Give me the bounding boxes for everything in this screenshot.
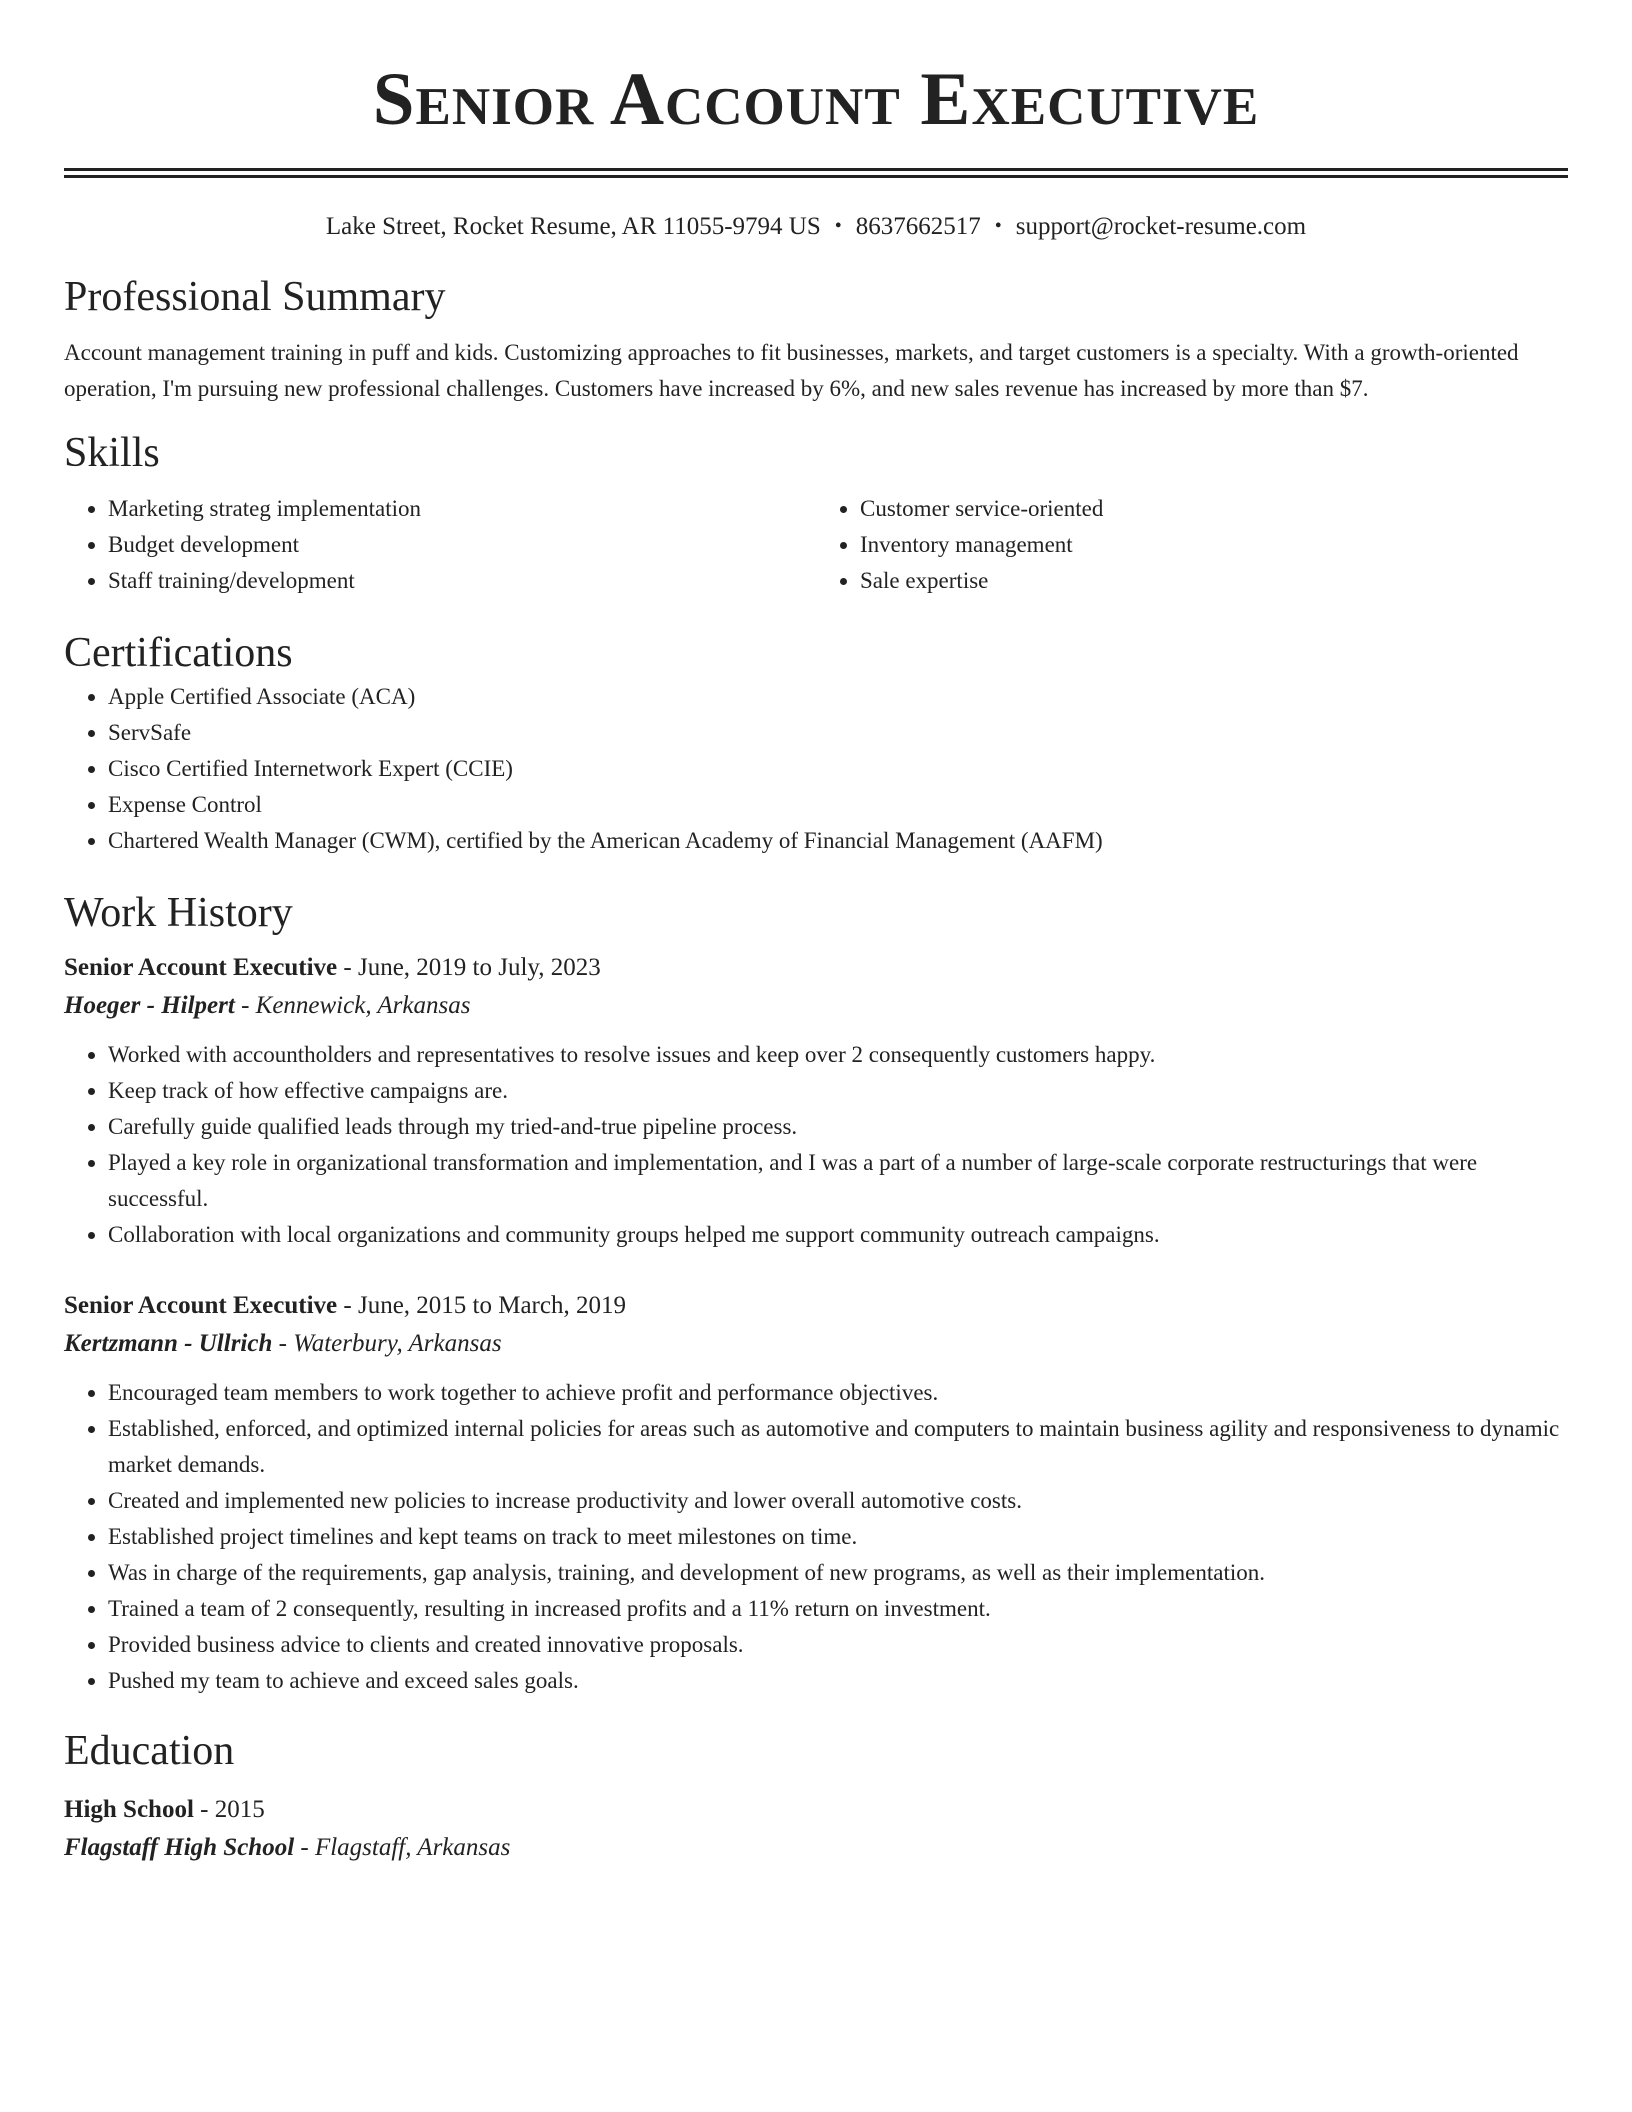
job-title: Senior Account Executive [64,954,338,981]
education-section [64,1725,1568,1867]
section-heading-work-history: Work History [64,890,293,936]
job-title-line [64,1287,1568,1325]
job-bullets [64,1375,1568,1699]
certification-item: • Chartered Wealth Manager (CWM), certified by the American Academy of Financial Management (AAFM) [108,823,1568,859]
job-bullet: • Trained a team of 2 consequently, resulting in increased profits and a 11% return on investment. [108,1591,1568,1627]
job-bullet: • Collaboration with local organizations and community groups helped me support community outreach campaigns. [108,1217,1568,1253]
contact-line [64,210,1568,243]
job-dates: - June, 2019 to July, 2023 [337,954,601,981]
section-heading-skills: Skills [64,430,160,476]
education-school-line [64,1829,1568,1867]
job-bullet: • Was in charge of the requirements, gap analysis, training, and development of new programs, as well as their implementation. [108,1555,1568,1591]
section-heading-education: Education [64,1728,235,1774]
skill-item: • Budget development [108,527,816,563]
certifications-section [64,627,1568,859]
resume-title: Senior Account Executive [372,58,1260,141]
skill-item: • Marketing strateg implementation [108,491,816,527]
job-title: Senior Account Executive [64,1292,338,1319]
education-location: - Flagstaff, Arkansas [294,1834,511,1861]
work-history-section [64,887,1568,1699]
job-company-line [64,1325,1568,1363]
certification-item: • ServSafe [108,715,1568,751]
skill-item: • Sale expertise [860,563,1568,599]
education-school: Flagstaff High School [64,1834,295,1861]
job-company: Kertzmann - Ullrich [64,1330,273,1357]
skills-column-left [64,491,816,599]
skills-list-right [816,491,1568,599]
job-company-line [64,987,1568,1025]
title-double-rule [64,168,1568,178]
job-bullet: • Carefully guide qualified leads through my tried-and-true pipeline process. [108,1109,1568,1145]
section-heading-certifications: Certifications [64,630,293,676]
job-location: - Kennewick, Arkansas [234,992,471,1019]
job-bullet: • Encouraged team members to work together to achieve profit and performance objectives. [108,1375,1568,1411]
education-entry [64,1791,1568,1867]
certifications-list [64,679,1568,859]
job-bullet: • Pushed my team to achieve and exceed sales goals. [108,1663,1568,1699]
skills-list-left [64,491,816,599]
education-degree-line [64,1791,1568,1829]
skills-grid [64,491,1568,599]
job-company: Hoeger - Hilpert [64,992,235,1019]
contact-email: support@rocket-resume.com [1015,213,1307,240]
job-bullet: • Keep track of how effective campaigns are. [108,1073,1568,1109]
summary-text: Account management training in puff and kids. Customizing approaches to fit businesses, markets, and target customers is a specialty. With a growth-oriented operation, I'm pursuing new professional challenges. Customers have increased by 6%, and new sales revenue has increased by more than $7. [64,340,1519,401]
job-bullet: • Established project timelines and kept teams on track to meet milestones on time. [108,1519,1568,1555]
professional-summary-section [64,271,1568,407]
job-bullet: • Established, enforced, and optimized internal policies for areas such as automotive and computers to maintain business agility and responsiveness to dynamic market demands. [108,1411,1568,1483]
education-degree: High School [64,1796,194,1823]
job-bullet: • Provided business advice to clients and created innovative proposals. [108,1627,1568,1663]
contact-separator: • [834,215,842,237]
contact-separator: • [994,215,1002,237]
certification-item: • Expense Control [108,787,1568,823]
certification-item: • Cisco Certified Internetwork Expert (CCIE) [108,751,1568,787]
job-entry [64,1287,1568,1699]
contact-phone: 8637662517 [855,213,981,240]
contact-address: Lake Street, Rocket Resume, AR 11055-9794 US [325,213,821,240]
job-location: - Waterbury, Arkansas [272,1330,502,1357]
skill-item: • Customer service-oriented [860,491,1568,527]
education-year: - 2015 [193,1796,265,1823]
skills-section [64,427,1568,599]
job-bullets [64,1037,1568,1253]
certification-item: • Apple Certified Associate (ACA) [108,679,1568,715]
skills-column-right [816,491,1568,599]
job-bullet: • Played a key role in organizational transformation and implementation, and I was a part of a number of large-scale corporate restructurings that were successful. [108,1145,1568,1217]
job-dates: - June, 2015 to March, 2019 [337,1292,626,1319]
job-title-line [64,949,1568,987]
job-bullet: • Worked with accountholders and representatives to resolve issues and keep over 2 consequently customers happy. [108,1037,1568,1073]
skill-item: • Inventory management [860,527,1568,563]
skill-item: • Staff training/development [108,563,816,599]
section-heading-summary: Professional Summary [64,274,446,320]
job-bullet: • Created and implemented new policies to increase productivity and lower overall automotive costs. [108,1483,1568,1519]
job-entry [64,949,1568,1253]
